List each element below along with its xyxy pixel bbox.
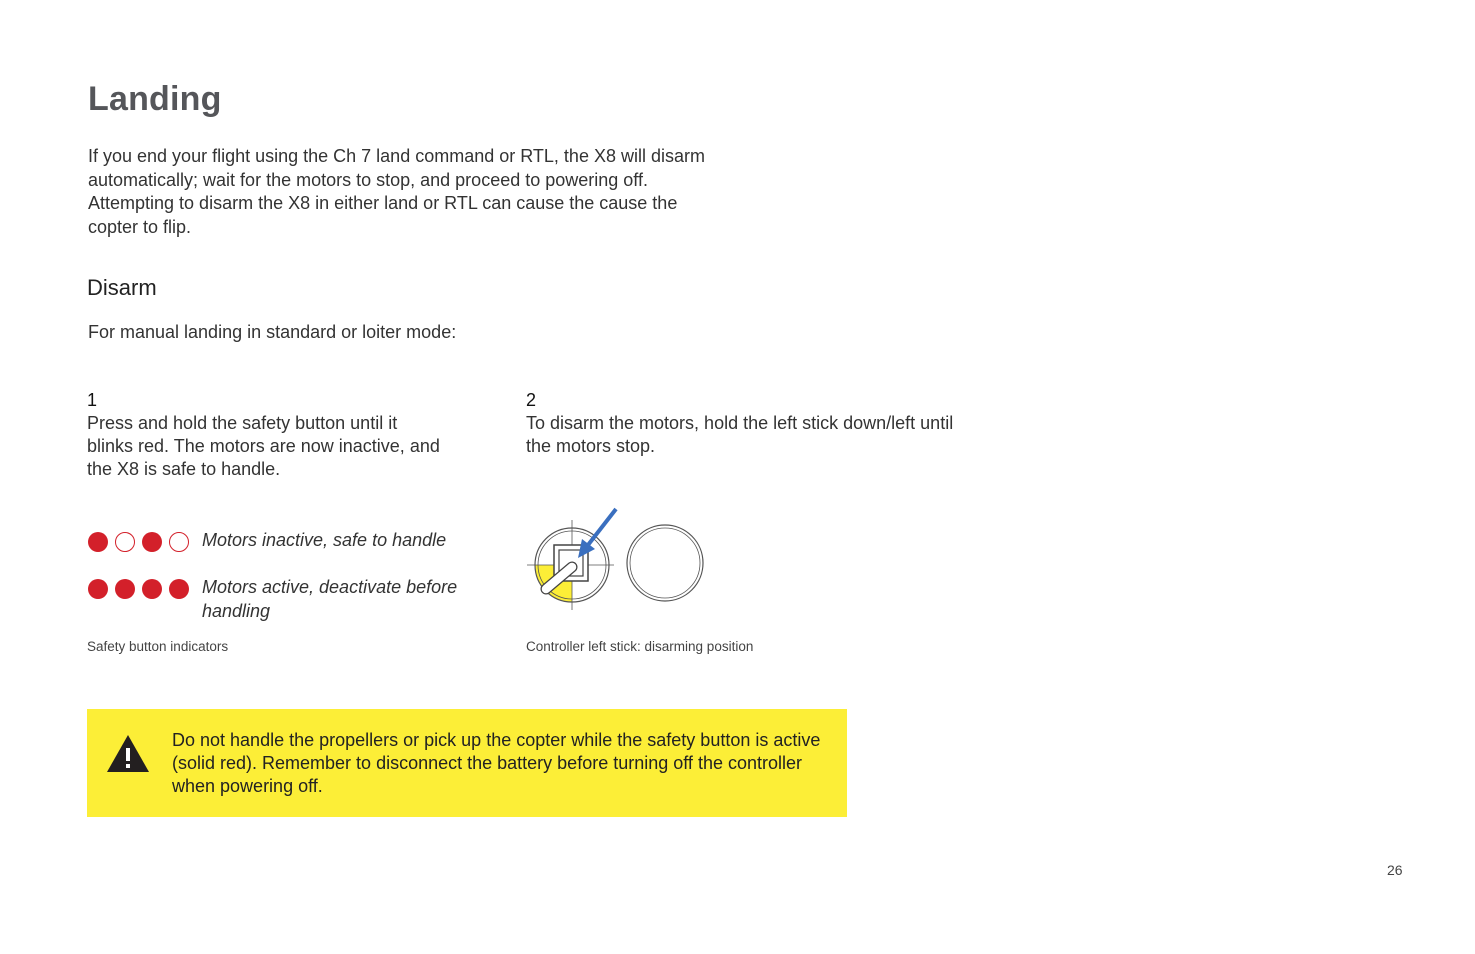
step-text: Press and hold the safety button until it blinks red. The motors are now inactive, and the X8 is safe to handle. — [87, 413, 440, 479]
controller-caption: Controller left stick: disarming position — [526, 639, 754, 654]
indicator-light-off — [115, 532, 135, 552]
warning-text: Do not handle the propellers or pick up the copter while the safety button is active (solid red). Remember to disconnect the battery before turning off the controller when powering off. — [172, 730, 821, 796]
indicator-light-on — [142, 532, 162, 552]
safety-caption: Safety button indicators — [87, 639, 229, 654]
indicator-row-active — [88, 575, 482, 623]
indicator-dots — [88, 579, 189, 599]
indicator-light-on — [88, 579, 108, 599]
indicator-light-on — [142, 579, 162, 599]
page-title: Landing — [88, 80, 222, 118]
step-text: To disarm the motors, hold the left stick down/left until the motors stop. — [526, 413, 954, 456]
right-stick-icon — [627, 525, 703, 601]
step-2 — [526, 389, 966, 458]
controller-stick-diagram — [524, 505, 710, 611]
indicator-light-off — [169, 532, 189, 552]
step-1 — [87, 389, 447, 481]
indicator-label: Motors inactive, safe to handle — [202, 530, 447, 550]
step-number: 1 — [87, 390, 98, 410]
indicator-light-on — [88, 532, 108, 552]
page-number: 26 — [1387, 862, 1403, 878]
indicator-light-on — [115, 579, 135, 599]
indicator-dots — [88, 532, 189, 552]
section-heading: Disarm — [87, 275, 157, 300]
left-stick-icon — [527, 520, 614, 610]
indicator-light-on — [169, 579, 189, 599]
section-subtitle: For manual landing in standard or loiter mode: — [88, 322, 457, 342]
step-number: 2 — [526, 390, 537, 410]
indicator-label: Motors active, deactivate before handling — [202, 577, 458, 621]
indicator-row-inactive — [88, 528, 482, 552]
warning-triangle-icon — [106, 733, 150, 773]
warning-box — [87, 709, 847, 817]
intro-paragraph: If you end your flight using the Ch 7 land command or RTL, the X8 will disarm automatically; wait for the motors to stop, and proceed to powering off. Attempting to disarm the X8 in either land or RTL can cause the cause the copter to flip. — [88, 146, 705, 237]
